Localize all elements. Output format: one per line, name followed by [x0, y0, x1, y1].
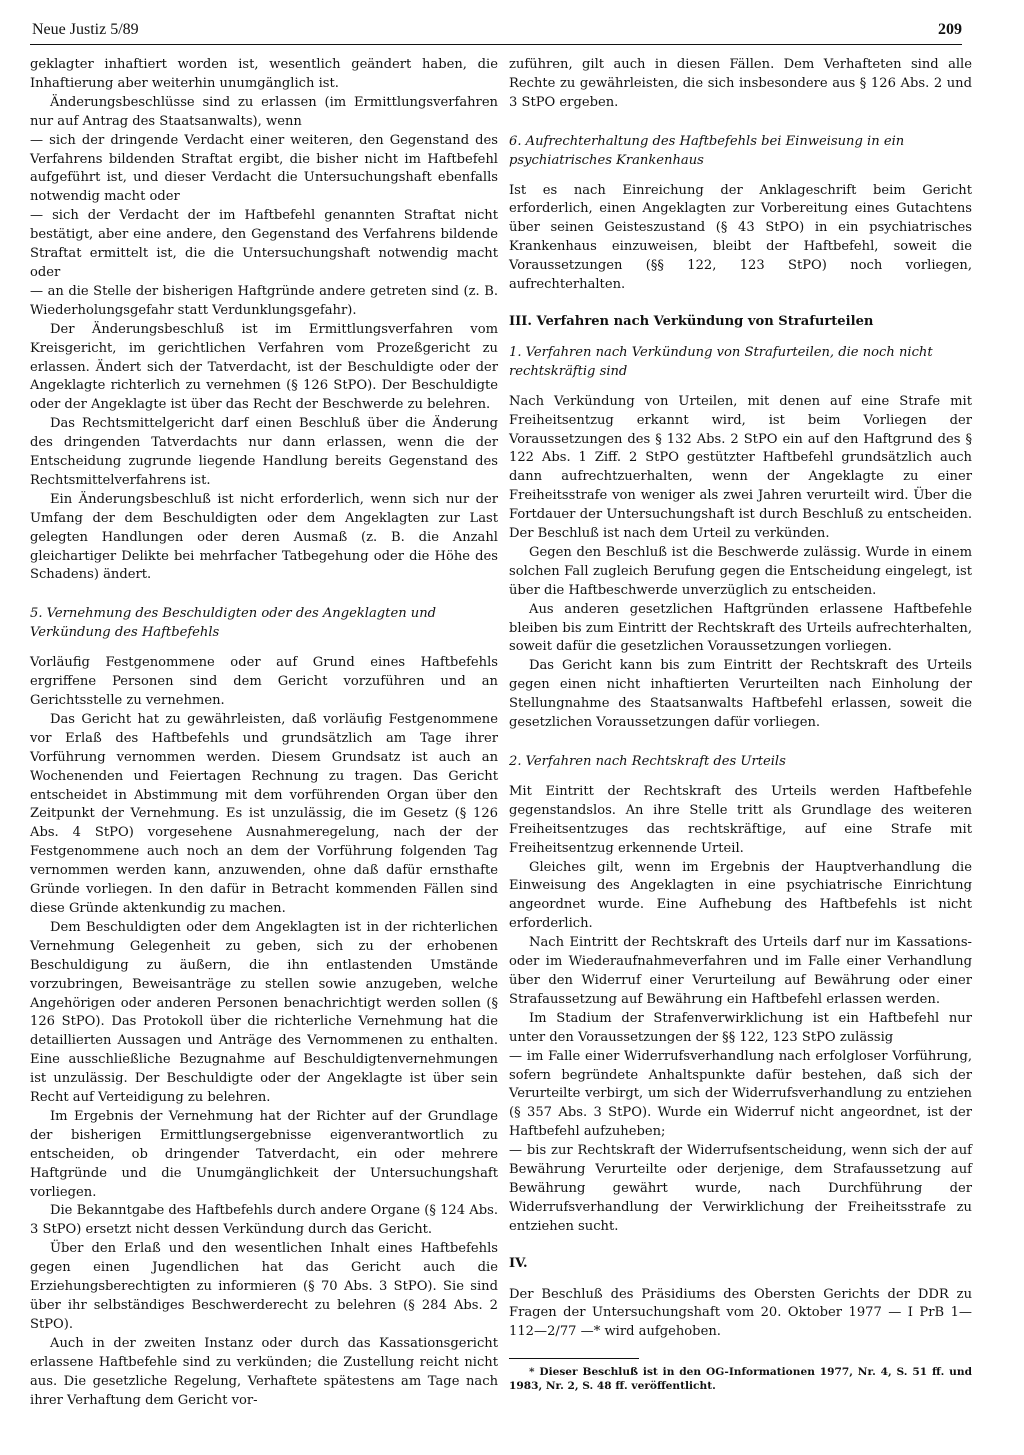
paragraph: Ist es nach Einreichung der Anklageschrift beim Gericht erforderlich, einen Angeklagten zur Vorbereitung eines Gutachtens über seinen Geisteszustand (§ 43 StPO) in ein psychiatrisches Krankenhaus einzuweisen, bleibt der Haftbefehl, soweit die Voraussetzungen (§§ 122, 123 StPO) noch vorliegen, aufrechterhalten.	[509, 182, 972, 293]
paragraph: Das Gericht kann bis zum Eintritt der Rechtskraft des Urteils gegen einen nicht inhaftierten Verurteilten nach Einholung der Stellungnahme des Staatsanwalts Haftbefehl erlassen, soweit die gesetzlichen Voraussetzungen dafür vorliegen.	[509, 658, 972, 731]
paragraph: Mit Eintritt der Rechtskraft des Urteils werden Haftbefehle gegenstandslos. An ihre Stelle tritt als Grundlage des weiteren Freiheitsentzuges das rechtskräftige, auf eine Strafe mit Freiheitsentzug erkennende Urteil.	[509, 783, 972, 856]
paragraph: Gegen den Beschluß ist die Beschwerde zulässig. Wurde in einem solchen Fall zugleich Berufung gegen die Entscheidung eingelegt, ist über die Haftbeschwerde unverzüglich zu entscheiden.	[509, 544, 972, 598]
paragraph: Aus anderen gesetzlichen Haftgründen erlassene Haftbefehle bleiben bis zum Eintritt der Rechtskraft des Urteils aufrechterhalten, soweit dafür die gesetzlichen Voraussetzungen vorliegen.	[509, 601, 972, 655]
paragraph: Der Beschluß des Präsidiums des Obersten Gerichts der DDR zu Fragen der Untersuchungshaft vom 20. Oktober 1977 — I PrB 1—112—2/77 —* wird aufgehoben.	[509, 1286, 972, 1340]
paragraph: Vorläufig Festgenommene oder auf Grund eines Haftbefehls ergriffene Personen sind dem Gericht vorzuführen und an Gerichtsstelle zu vernehmen.	[30, 655, 498, 708]
paragraph: Das Rechtsmittelgericht darf einen Beschluß über die Änderung des dringenden Tatverdachts nur dann erlassen, wenn die der Entscheidung zugrunde liegende Handlung bereits Gegenstand des Rechtsmittelverfahrens ist.	[30, 416, 498, 488]
paragraph: Ein Änderungsbeschluß ist nicht erforderlich, wenn sich nur der Umfang der dem Beschuldigten oder dem Angeklagten zur Last gelegten Handlungen oder deren Ausmaß (z. B. die Anzahl gleichartiger Delikte bei mehrfacher Tatbegehung oder die Höhe des Schadens) ändert.	[30, 491, 498, 583]
paragraph: Die Bekanntgabe des Haftbefehls durch andere Organe (§ 124 Abs. 3 StPO) ersetzt nicht dessen Verkündung durch das Gericht.	[30, 1203, 498, 1238]
paragraph: Nach Eintritt der Rechtskraft des Urteils darf nur im Kassations- oder im Wiederaufnahmeverfahren und im Falle einer Verhandlung über den Widerruf einer Verurteilung auf Bewährung oder einer Strafaussetzung auf Bewährung ein Haftbefehl erlassen werden.	[509, 935, 972, 1007]
paragraph: Änderungsbeschlüsse sind zu erlassen (im Ermittlungsverfahren nur auf Antrag des Staatsanwalts), wenn	[30, 94, 498, 129]
section-heading: IV.	[509, 1255, 528, 1271]
dash-item: — bis zur Rechtskraft der Widerrufsentscheidung, wenn sich der auf Bewährung Verurteilte oder derjenige, dem Strafaussetzung auf Bewährung gewährt wurde, nach Durchführung der Widerrufsverhandlung der Verwirklichung der Freiheitsstrafe zu entziehen sucht.	[509, 1143, 972, 1234]
paragraph: Dem Beschuldigten oder dem Angeklagten ist in der richterlichen Vernehmung Gelegenheit zu geben, sich zu der erhobenen Beschuldigung zu äußern, die ihn entlastenden Umstände vorzubringen, Beweisanträge zu stellen sowie anzugeben, welche Angehörigen oder anderen Personen benachrichtigt werden sollen (§ 126 StPO). Das Protokoll über die richterliche Vernehmung hat die detaillierten Aussagen und Anträge des Vernommenen zu enthalten. Eine ausschließliche Bezugnahme auf Beschuldigtenvernehmungen ist unzulässig. Der Beschuldigte oder der Angeklagte ist über sein Recht auf Verteidigung zu belehren.	[30, 919, 498, 1106]
subsection-heading: 6. Aufrechterhaltung des Haftbefehls bei Einweisung in ein psychiatrisches Krankenhaus	[509, 133, 905, 168]
paragraph: Das Gericht hat zu gewährleisten, daß vorläufig Festgenommene vor Erlaß des Haftbefehls und grundsätzlich am Tage ihrer Vorführung vernommen werden. Diesem Grundsatz ist auch an Wochenenden und Feiertagen Rechnung zu tragen. Das Gericht entscheidet in Abstimmung mit dem vorführenden Organ über den Zeitpunkt der Vernehmung. Es ist unzulässig, die im Gesetz (§ 126 Abs. 4 StPO) vorgesehene Ausnahmeregelung, nach der der Festgenommene auch noch an dem der Vorführung folgenden Tag vernommen werden kann, anzuwenden, ohne daß dafür ernsthafte Gründe vorliegen. In den dafür in Betracht kommenden Fällen sind diese Gründe aktenkundig zu machen.	[30, 711, 498, 916]
dash-item: — sich der Verdacht der im Haftbefehl genannten Straftat nicht bestätigt, aber eine andere, den Gegenstand des Verfahrens bildende Straftat ermittelt ist, die die Untersuchungshaft notwendig macht oder	[30, 208, 498, 280]
section-heading: III. Verfahren nach Verkündung von Strafurteilen	[509, 313, 874, 329]
page-header	[30, 18, 962, 45]
paragraph: Der Änderungsbeschluß ist im Ermittlungsverfahren vom Kreisgericht, im gerichtlichen Verfahren vom Prozeßgericht zu erlassen. Ändert sich der Tatverdacht, ist der Beschuldigte oder der Angeklagte richterlich zu vernehmen (§ 126 StPO). Der Beschuldigte oder der Angeklagte ist über das Recht der Beschwerde zu belehren.	[30, 321, 498, 413]
paragraph: Im Stadium der Strafenverwirklichung ist ein Haftbefehl nur unter den Voraussetzungen der §§ 122, 123 StPO zulässig	[509, 1010, 972, 1045]
subsection-heading: 2. Verfahren nach Rechtskraft des Urteils	[509, 754, 786, 769]
footnote: * Dieser Beschluß ist in den OG-Informationen 1977, Nr. 4, S. 51 ff. und 1983, Nr. 2, S. 48 ff. veröffentlicht.	[509, 1366, 972, 1393]
paragraph: Über den Erlaß und den wesentlichen Inhalt eines Haftbefehls gegen einen Jugendlichen hat das Gericht auch die Erziehungsberechtigten zu informieren (§ 70 Abs. 3 StPO). Sie sind über ihr selbständiges Beschwerderecht zu belehren (§ 284 Abs. 2 StPO).	[30, 1241, 498, 1332]
paragraph: zuführen, gilt auch in diesen Fällen. Dem Verhafteten sind alle Rechte zu gewährleisten, die sich insbesondere aus § 126 Abs. 2 und 3 StPO ergeben.	[509, 57, 972, 110]
right-column	[509, 56, 972, 1393]
dash-item: — an die Stelle der bisherigen Haftgründe andere getreten sind (z. B. Wiederholungsgefahr statt Verdunklungsgefahr).	[30, 283, 498, 318]
subsection-heading: 1. Verfahren nach Verkündung von Strafurteilen, die noch nicht rechtskräftig sind	[509, 344, 933, 379]
paragraph: Gleiches gilt, wenn im Ergebnis der Hauptverhandlung die Einweisung des Angeklagten in eine psychiatrische Einrichtung angeordnet wurde. Eine Aufhebung des Haftbefehls ist nicht erforderlich.	[509, 859, 972, 932]
left-column	[30, 56, 498, 1410]
page-number: 209	[938, 21, 962, 38]
journal-title: Neue Justiz 5/89	[32, 21, 139, 38]
paragraph: Nach Verkündung von Urteilen, mit denen auf eine Strafe mit Freiheitsentzug erkannt wird, ist beim Vorliegen der Voraussetzungen des § 132 Abs. 2 StPO ein auf den Haftgrund des § 122 Abs. 1 Ziff. 2 StPO gestützter Haftbefehl grundsätzlich auch dann aufrechtzuerhalten, wenn der Angeklagte zu einer Freiheitsstrafe von weniger als zwei Jahren verurteilt wird. Über die Fortdauer der Untersuchungshaft ist durch Beschluß zu entscheiden. Der Beschluß ist nach dem Urteil zu verkünden.	[509, 393, 972, 542]
footnote-divider	[509, 1358, 639, 1359]
paragraph: geklagter inhaftiert worden ist, wesentlich geändert haben, die Inhaftierung aber weiterhin unumgänglich ist.	[30, 57, 498, 91]
paragraph: Auch in der zweiten Instanz oder durch das Kassationsgericht erlassene Haftbefehle sind zu verkünden; die Zustellung reicht nicht aus. Die gesetzliche Regelung, Verhaftete spätestens am Tage nach ihrer Verhaftung dem Gericht vor-	[30, 1335, 498, 1408]
dash-item: — sich der dringende Verdacht einer weiteren, den Gegenstand des Verfahrens bildenden Straftat ergibt, die bisher nicht im Haftbefehl aufgeführt ist, und dieser Verdacht die Untersuchungshaft ebenfalls notwendig macht oder	[30, 132, 498, 205]
dash-item: — im Falle einer Widerrufsverhandlung nach erfolgloser Vorführung, sofern begründete Anhaltspunkte dafür bestehen, daß sich der Verurteilte verbirgt, um sich der Widerrufsverhandlung zu entziehen (§ 357 Abs. 3 StPO). Wurde ein Widerruf nicht angeordnet, ist der Haftbefehl aufzuheben;	[509, 1048, 972, 1140]
subsection-heading: 5. Vernehmung des Beschuldigten oder des Angeklagten und Verkündung des Haftbefehls	[30, 606, 437, 641]
paragraph: Im Ergebnis der Vernehmung hat der Richter auf der Grundlage der bisherigen Ermittlungsergebnisse eigenverantwortlich zu entscheiden, ob dringender Tatverdacht, ein oder mehrere Haftgründe und die Unumgänglichkeit der Untersuchungshaft vorliegen.	[30, 1108, 498, 1200]
